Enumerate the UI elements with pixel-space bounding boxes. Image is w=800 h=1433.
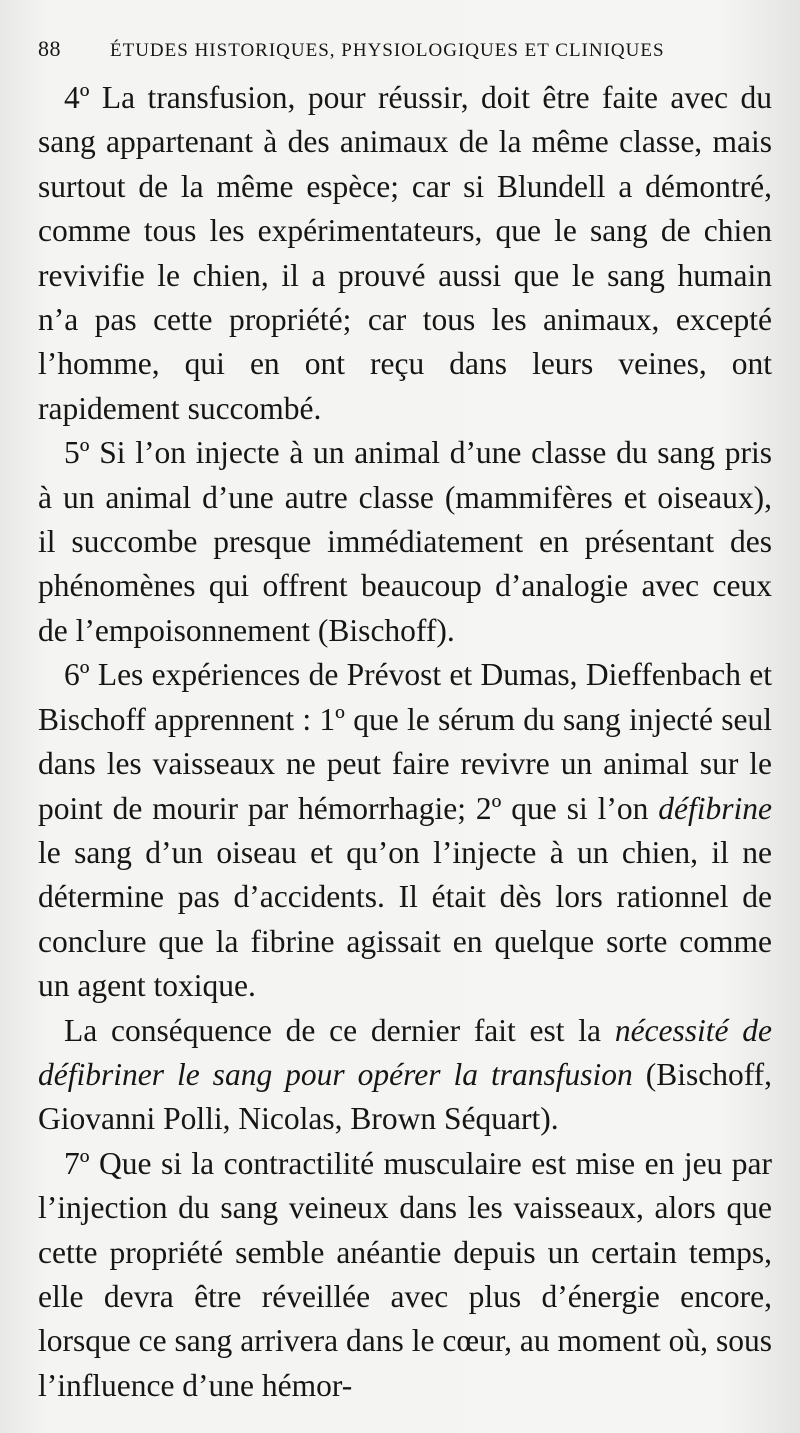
paragraph-consequence-emphasis: nécessité de défibriner le sang pour opérer la transfusion bbox=[38, 1012, 772, 1092]
running-header bbox=[38, 36, 772, 76]
paragraph-6 bbox=[38, 653, 772, 1008]
paragraph-6-text-a: 6º Les expériences de Prévost et Dumas, Dieffenbach et Bischoff apprennent : 1º que le sérum du sang injecté seul dans les vaisseaux ne peut faire revivre un animal sur le point de mourir par hémorrhagie; 2º que si l’on bbox=[38, 657, 772, 826]
page-number: 88 bbox=[38, 36, 61, 61]
paragraph-consequence bbox=[38, 1009, 772, 1142]
paragraph-consequence-text-a: La conséquence de ce dernier fait est la bbox=[64, 1012, 602, 1048]
paragraph-7: 7º Que si la contractilité musculaire est mise en jeu par l’injection du sang veineux dans les vaisseaux, alors que cette propriété semble anéantie depuis un certain temps, elle devra être réveillée avec plus d’énergie encore, lorsque ce sang arrivera dans le cœur, au moment où, sous l’influence d’une hémor- bbox=[38, 1145, 772, 1403]
running-title: ÉTUDES HISTORIQUES, PHYSIOLOGIQUES ET CLINIQUES bbox=[110, 40, 665, 61]
paragraph-consequence-text-b: (Bischoff, Giovanni Polli, Nicolas, Brown Séquart). bbox=[38, 1056, 772, 1137]
paragraph-4: 4º La transfusion, pour réussir, doit être faite avec du sang appartenant à des animaux de la même classe, mais surtout de la même espèce; car si Blundell a démontré, comme tous les expérimentateurs, que le sang de chien revivifie le chien, il a prouvé aussi que le sang humain n’a pas cette propriété; car tous les animaux, excepté l’homme, qui en ont reçu dans leurs veines, ont rapidement succombé. bbox=[38, 80, 772, 426]
page-body bbox=[38, 76, 772, 1408]
paragraph-6-text-b: le sang d’un oiseau et qu’on l’injecte à un chien, il ne détermine pas d’accidents. Il était dès lors rationnel de conclure que la fibrine agissait en quelque sorte comme un agent toxique. bbox=[38, 834, 772, 1004]
paragraph-6-emphasis: défibrine bbox=[658, 790, 772, 826]
paragraph-5: 5º Si l’on injecte à un animal d’une classe du sang pris à un animal d’une autre classe (mammifères et oiseaux), il succombe presque immédiatement en présentant des phénomènes qui offrent beaucoup d’analogie avec ceux de l’empoisonnement (Bischoff). bbox=[38, 435, 772, 648]
